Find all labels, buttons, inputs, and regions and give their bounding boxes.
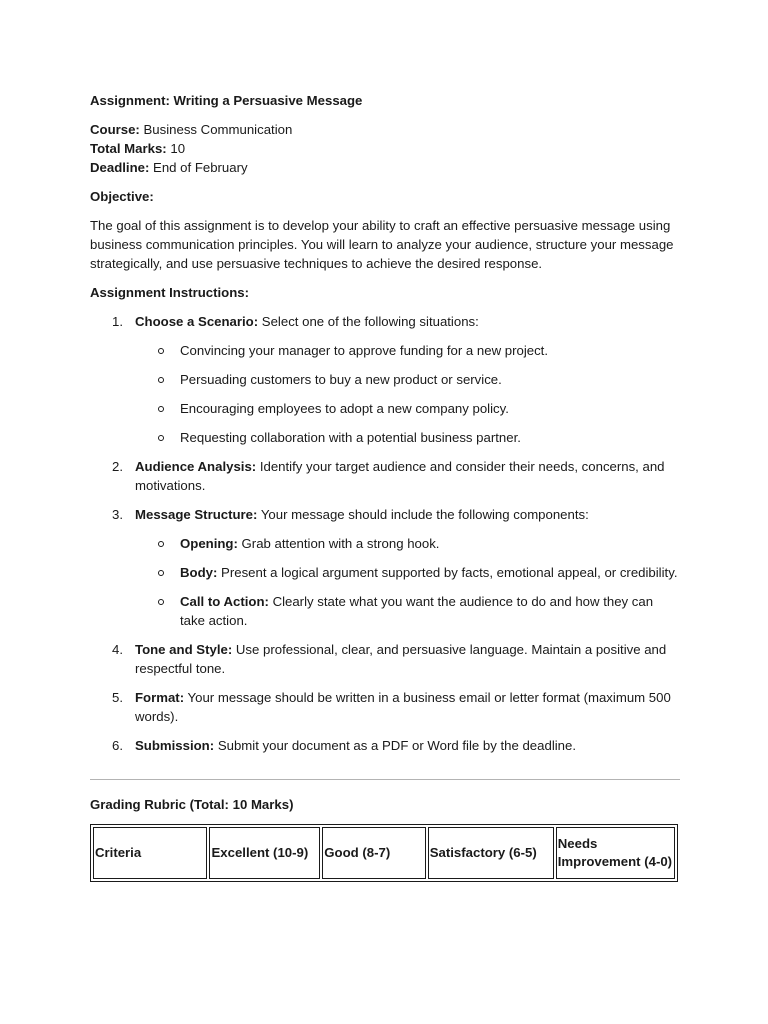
instruction-step bbox=[90, 505, 680, 630]
hollow-circle-bullet-icon bbox=[158, 406, 164, 412]
rubric-title: Grading Rubric (Total: 10 Marks) bbox=[90, 797, 294, 812]
sub-item bbox=[135, 370, 680, 389]
sub-item-text: Clearly state what you want the audience to do and how they can take action. bbox=[180, 594, 654, 628]
sub-item-label: Call to Action: bbox=[180, 594, 269, 609]
step-number: 2. bbox=[112, 459, 123, 474]
objective-heading: Objective: bbox=[90, 189, 154, 204]
step-text: Select one of the following situations: bbox=[261, 314, 479, 329]
sub-item-text: Encouraging employees to adopt a new company policy. bbox=[180, 401, 509, 416]
rubric-header-cell: Criteria bbox=[93, 827, 207, 879]
step-text: Your message should be written in a business email or letter format (maximum 500 words). bbox=[135, 690, 671, 724]
course-line bbox=[90, 120, 680, 139]
total-marks-value: 10 bbox=[170, 141, 186, 156]
step-text: Submit your document as a PDF or Word file by the deadline. bbox=[217, 738, 577, 753]
step-text: Identify your target audience and consider their needs, concerns, and motivations. bbox=[135, 459, 665, 493]
course-label: Course: bbox=[90, 122, 140, 137]
sub-item-text: Convincing your manager to approve funding for a new project. bbox=[180, 343, 549, 358]
assignment-meta bbox=[90, 120, 680, 177]
hollow-circle-bullet-icon bbox=[158, 435, 164, 441]
step-text: Use professional, clear, and persuasive language. Maintain a positive and respectful tone. bbox=[135, 642, 667, 676]
total-marks-label: Total Marks: bbox=[90, 141, 167, 156]
grading-rubric-table bbox=[90, 824, 678, 882]
document-page bbox=[90, 91, 680, 882]
document-title: Assignment: Writing a Persuasive Message bbox=[90, 93, 363, 108]
rubric-header-cell: Good (8-7) bbox=[322, 827, 425, 879]
section-divider bbox=[90, 779, 680, 780]
hollow-circle-bullet-icon bbox=[158, 348, 164, 354]
rubric-header-cell: Excellent (10-9) bbox=[209, 827, 320, 879]
step-number: 6. bbox=[112, 738, 123, 753]
sub-item bbox=[135, 428, 680, 447]
sub-item-label: Opening: bbox=[180, 536, 238, 551]
sub-item bbox=[135, 592, 680, 630]
hollow-circle-bullet-icon bbox=[158, 570, 164, 576]
instruction-step bbox=[90, 457, 680, 495]
step-number: 3. bbox=[112, 507, 123, 522]
step-label: Message Structure: bbox=[135, 507, 258, 522]
instruction-step bbox=[90, 688, 680, 726]
instruction-step bbox=[90, 736, 680, 755]
objective-text: The goal of this assignment is to develop your ability to craft an effective persuasive message using business communication principles. You will learn to analyze your audience, structure your message strategically, and use persuasive techniques to achieve the desired response. bbox=[90, 218, 674, 271]
step-label: Tone and Style: bbox=[135, 642, 233, 657]
sub-item-text: Grab attention with a strong hook. bbox=[241, 536, 440, 551]
sub-item-label: Body: bbox=[180, 565, 218, 580]
rubric-header-cell: Needs Improvement (4-0) bbox=[556, 827, 675, 879]
step-number: 4. bbox=[112, 642, 123, 657]
sub-item-list bbox=[135, 341, 680, 447]
hollow-circle-bullet-icon bbox=[158, 599, 164, 605]
step-label: Format: bbox=[135, 690, 185, 705]
course-value: Business Communication bbox=[143, 122, 293, 137]
deadline-label: Deadline: bbox=[90, 160, 150, 175]
step-label: Submission: bbox=[135, 738, 215, 753]
sub-item bbox=[135, 534, 680, 553]
sub-item-text: Present a logical argument supported by facts, emotional appeal, or credibility. bbox=[221, 565, 678, 580]
deadline-value: End of February bbox=[153, 160, 248, 175]
step-text: Your message should include the following components: bbox=[260, 507, 589, 522]
sub-item-text: Persuading customers to buy a new product or service. bbox=[180, 372, 502, 387]
deadline-line bbox=[90, 158, 680, 177]
sub-item bbox=[135, 399, 680, 418]
sub-item-text: Requesting collaboration with a potential business partner. bbox=[180, 430, 521, 445]
sub-item bbox=[135, 563, 680, 582]
rubric-header-cell: Satisfactory (6-5) bbox=[428, 827, 554, 879]
step-number: 5. bbox=[112, 690, 123, 705]
sub-item bbox=[135, 341, 680, 360]
instructions-heading: Assignment Instructions: bbox=[90, 285, 249, 300]
sub-item-list bbox=[135, 534, 680, 630]
total-marks-line bbox=[90, 139, 680, 158]
step-label: Audience Analysis: bbox=[135, 459, 257, 474]
rubric-header-row bbox=[93, 827, 675, 879]
instruction-step bbox=[90, 312, 680, 447]
instruction-steps-list bbox=[90, 312, 680, 755]
hollow-circle-bullet-icon bbox=[158, 541, 164, 547]
instruction-step bbox=[90, 640, 680, 678]
step-label: Choose a Scenario: bbox=[135, 314, 259, 329]
step-number: 1. bbox=[112, 314, 123, 329]
hollow-circle-bullet-icon bbox=[158, 377, 164, 383]
